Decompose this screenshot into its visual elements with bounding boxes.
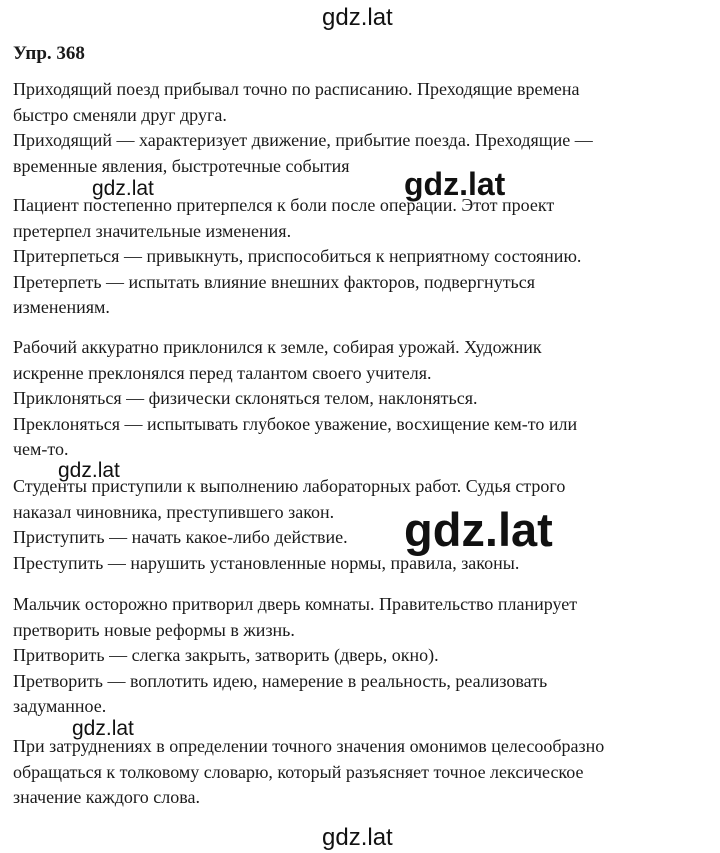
text-line: Приклоняться — физически склоняться телом, наклоняться. [13, 388, 478, 409]
watermark-small-3: gdz.lat [72, 717, 134, 740]
text-line: Приходящий поезд прибывал точно по расписанию. Преходящие времена [13, 79, 580, 99]
text-line: Притворить — слегка закрыть, затворить (дверь, окно). [13, 645, 439, 666]
watermark-large-1: gdz.lat [404, 166, 506, 202]
text-line: Студенты приступили к выполнению лабораторных работ. Судья строго [13, 476, 566, 496]
text-line: претворить новые реформы в жизнь. [13, 619, 295, 640]
text-line: временные явления, быстротечные события [13, 155, 350, 176]
paragraph-1 [13, 77, 708, 179]
text-line: Мальчик осторожно притворил дверь комнаты. Правительство планирует [13, 594, 578, 614]
text-line: Пациент постепенно притерпелся к боли после операции. Этот проект [13, 195, 555, 215]
text-line: Преклоняться — испытывать глубокое уважение, восхищение кем-то или [13, 413, 578, 434]
exercise-title: Упр. 368 [13, 43, 85, 64]
text-line: значение каждого слова. [13, 787, 201, 808]
text-line: задуманное. [13, 696, 107, 717]
watermark-small-2: gdz.lat [58, 459, 120, 482]
paragraph-4 [13, 474, 708, 576]
text-line: изменениям. [13, 297, 110, 318]
text-line: искренне преклонялся перед талантом своего учителя. [13, 362, 432, 383]
watermark-small-1: gdz.lat [92, 177, 154, 200]
paragraph-3 [13, 335, 708, 463]
text-line: быстро сменяли друг друга. [13, 104, 227, 125]
text-line: претерпел значительные изменения. [13, 220, 292, 241]
text-line: Преступить — нарушить установленные нормы, правила, законы. [13, 552, 520, 573]
paragraph-2 [13, 193, 708, 321]
text-line: При затруднениях в определении точного значения омонимов целесообразно [13, 736, 605, 756]
text-line: Рабочий аккуратно приклонился к земле, собирая урожай. Художник [13, 337, 542, 357]
watermark-bottom: gdz.lat [322, 824, 393, 851]
text-line: обращаться к толковому словарю, который разъясняет точное лексическое [13, 761, 584, 782]
text-line: Приступить — начать какое-либо действие. [13, 527, 348, 548]
text-line: чем-то. [13, 439, 69, 460]
text-line: Приходящий — характеризует движение, прибытие поезда. Преходящие — [13, 130, 593, 151]
text-line: Притерпеться — привыкнуть, приспособиться к неприятному состоянию. [13, 246, 582, 267]
paragraph-6 [13, 734, 708, 811]
paragraph-5 [13, 592, 708, 720]
text-line: Претерпеть — испытать влияние внешних факторов, подвергнуться [13, 271, 536, 292]
text-line: наказал чиновника, преступившего закон. [13, 501, 335, 522]
text-line: Претворить — воплотить идею, намерение в реальность, реализовать [13, 670, 548, 691]
watermark-large-2: gdz.lat [404, 503, 553, 556]
watermark-top: gdz.lat [322, 4, 393, 31]
